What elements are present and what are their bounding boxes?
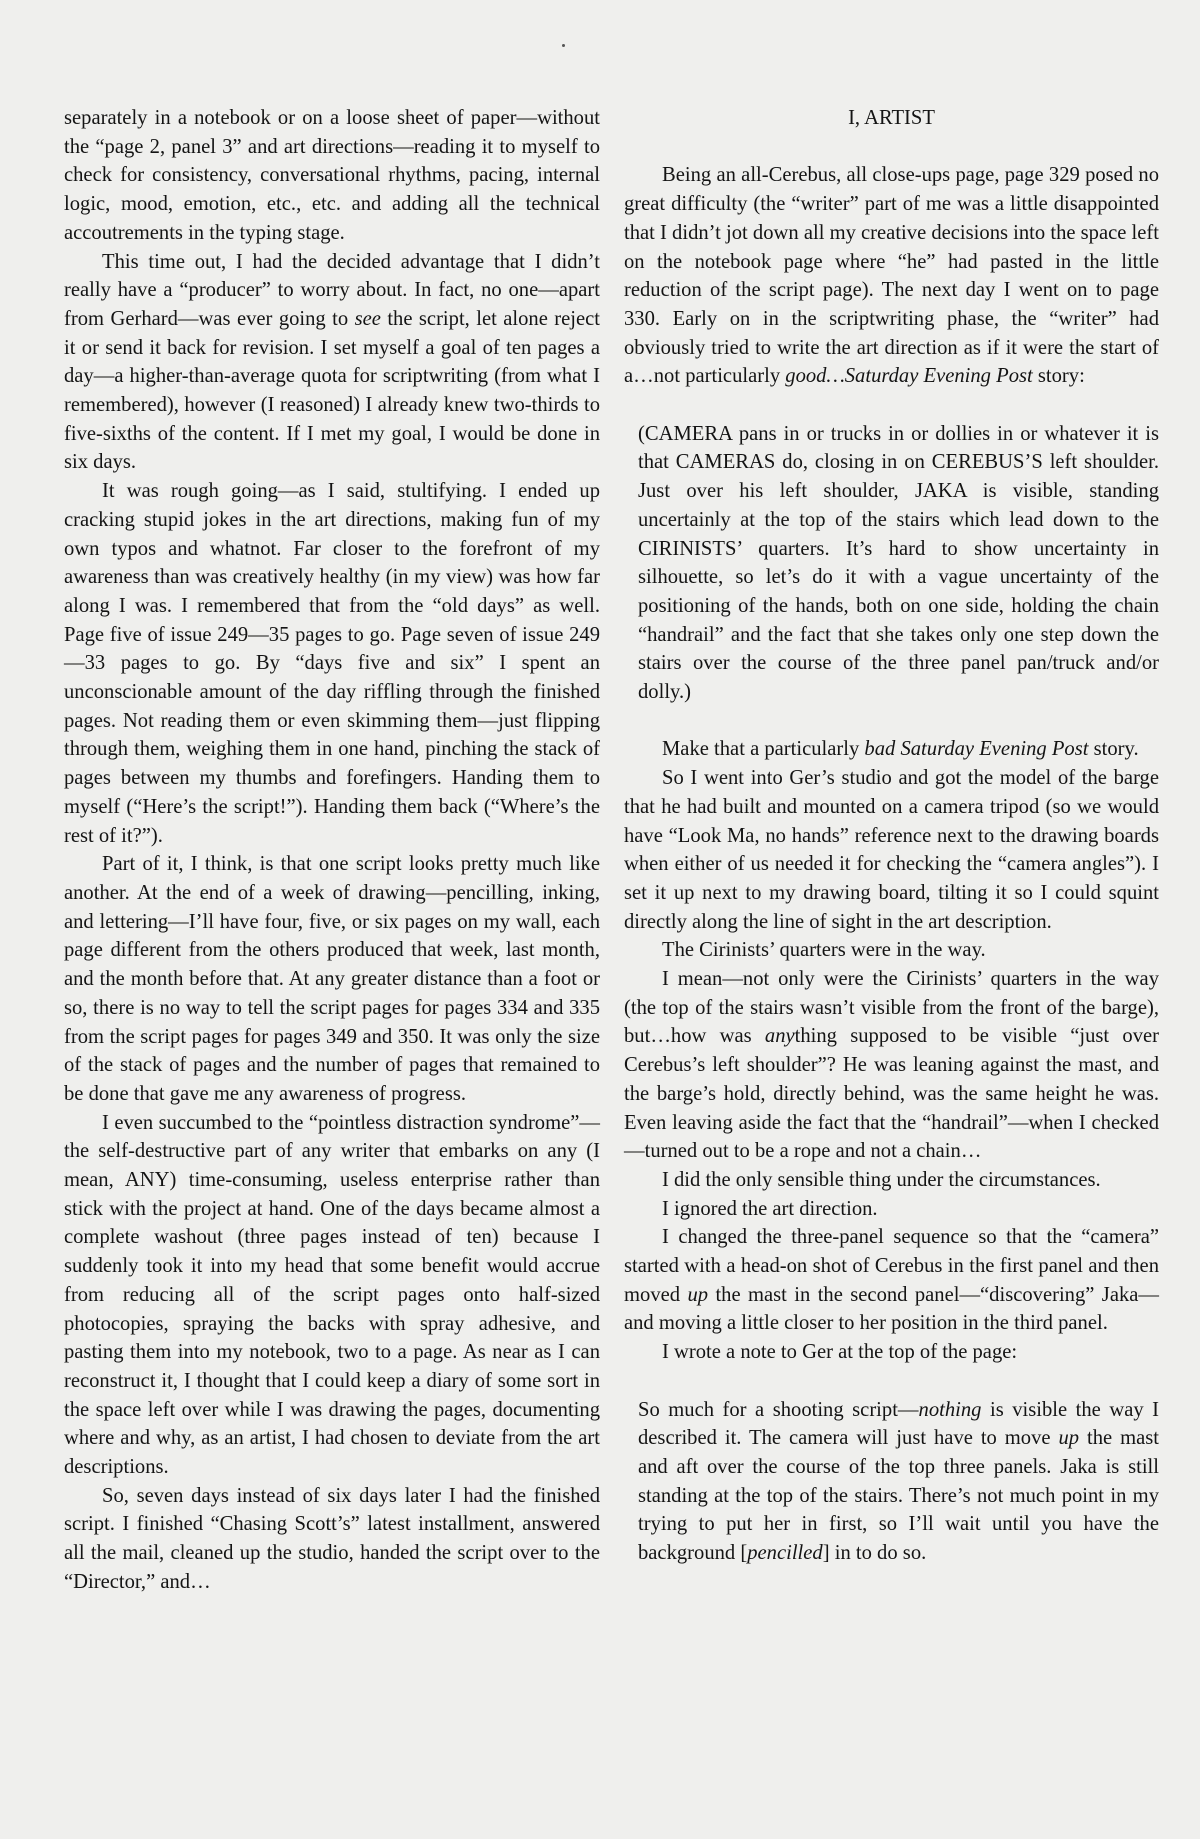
paragraph [624, 1166, 1159, 1195]
text-run: I ignored the art direction. [662, 1197, 878, 1220]
text-run: This time out, I had the decided advantage that I didn’t really have a “producer” to worry about. In fact, no one—apart from Gerhard—was ever going to [64, 250, 600, 330]
paragraph [64, 248, 600, 478]
text-run: story: [1032, 365, 1085, 388]
text-run: Part of it, I think, is that one script looks pretty much like another. At the end of a week of drawing—pencilling, inking, and lettering—I’ll have four, five, or six pages on my wall, each page different from the others produced that week, last month, and the month before that. At any greater distance than a foot or so, there is no way to tell the script pages for pages 334 and 335 from the script pages for pages 349 and 350. It was only the size of the stack of pages and the number of pages that remained to be done that gave me any awareness of progress. [64, 853, 600, 1105]
text-run: thing supposed to be visible “just over Cerebus’s left shoulder”? He was leaning against the mast, and the barge’s hold, directly behind, was the same height he was. Even leaving aside the fact that the “handrail”—when I checked—turned out to be a rope and not a chain… [624, 1025, 1159, 1163]
paragraph [624, 161, 1159, 391]
paragraph [624, 735, 1159, 764]
text-run: So much for a shooting script— [638, 1398, 919, 1421]
paragraph [624, 1195, 1159, 1224]
left-column [64, 104, 600, 1597]
italic-text: bad Saturday Evening Post [864, 738, 1089, 761]
text-run: story. [1088, 738, 1139, 761]
italic-text: any [764, 1025, 795, 1048]
paragraph [624, 1223, 1159, 1338]
text-run: Make that a particularly [662, 738, 865, 761]
text-run: ] in to do so. [822, 1542, 927, 1565]
text-run: I changed the three-panel sequence so that the “camera” started with a head-on shot of Cerebus in the first panel and then moved [624, 1226, 1159, 1306]
paragraph [64, 104, 600, 248]
text-run: I even succumbed to the “pointless distraction syndrome”—the self-destructive part of any writer that embarks on any (I mean, ANY) time-consuming, useless enterprise rather than stick with the project at hand. One of the days became almost a complete washout (three pages instead of ten) because I suddenly took it into my head that some benefit would accrue from reducing all of the script pages onto half-sized photocopies, spraying the backs with spray adhesive, and pasting them into my notebook, two to a page. As near as I can reconstruct it, I thought that I could keep a diary of some sort in the space left over while I was drawing the pages, documenting where and why, as an artist, I had chosen to deviate from the art descriptions. [64, 1111, 600, 1479]
italic-text: nothing [918, 1398, 982, 1421]
paragraph [64, 1109, 600, 1482]
quoted-script-block [638, 420, 1159, 707]
text-run: (CAMERA pans in or trucks in or dollies in or whatever it is that CAMERAS do, closing in on CEREBUS’S left shoulder. Just over his left shoulder, JAKA is visible, standing uncertainly at the top of the stairs which lead down to the CIRINISTS’ quarters. It’s hard to show uncertainty in silhouette, so let’s do it with a vague uncertainty of the positioning of the hands, both on one side, holding the chain “handrail” and the fact that she takes only one step down the stairs over the course of the three panel pan/truck and/or dolly.) [638, 422, 1159, 704]
text-run: Being an all-Cerebus, all close-ups page, page 329 posed no great difficulty (the “writer” part of me was a little disappointed that I didn’t jot down all my creative decisions into the space left on the notebook page where “he” had pasted in the little reduction of the script page). The next day I went on to page 330. Early on in the scriptwriting phase, the “writer” had obviously tried to write the art direction as if it were the start of a…not particularly [624, 164, 1159, 388]
text-run: The Cirinists’ quarters were in the way. [662, 939, 986, 962]
section-heading: I, ARTIST [848, 107, 935, 129]
text-run: is visible the way I described it. The camera will just have to move [638, 1398, 1159, 1450]
text-run: I wrote a note to Ger at the top of the page: [662, 1341, 1018, 1364]
italic-text: pencilled [747, 1542, 823, 1565]
text-run: It was rough going—as I said, stultifying. I ended up cracking stupid jokes in the art directions, making fun of my own typos and whatnot. Far closer to the forefront of my awareness than was creatively healthy (in my view) was how far along I was. I remembered that from the “old days” as well. Page five of issue 249—35 pages to go. Page seven of issue 249—33 pages to go. By “days five and six” I spent an unconscionable amount of the day riffling through the finished pages. Not reading them or even skimming them—just flipping through them, weighing them in one hand, pinching the stack of pages between my thumbs and forefingers. Handing them to myself (“Here’s the script!”). Handing them back (“Where’s the rest of it?”). [64, 480, 600, 847]
text-run: I mean—not only were the Cirinists’ quarters in the way (the top of the stairs wasn’t visible from the front of the barge), but…how was [624, 968, 1159, 1048]
quoted-script-block [638, 1396, 1159, 1568]
italic-text: good…Saturday Evening Post [785, 365, 1033, 388]
paragraph [624, 936, 1159, 965]
text-run: the mast in the second panel—“discovering” Jaka—and moving a little closer to her position in the third panel. [624, 1283, 1159, 1335]
paragraph [64, 1482, 600, 1597]
text-run: I did the only sensible thing under the circumstances. [662, 1168, 1101, 1191]
right-column [624, 104, 1159, 1596]
text-run: So, seven days instead of six days later I had the finished script. I finished “Chasing Scott’s” latest installment, answered all the mail, cleaned up the studio, handed the script over to the “Director,” and… [64, 1484, 600, 1593]
paragraph [624, 764, 1159, 936]
italic-text: up [687, 1283, 709, 1306]
paper-speck [562, 44, 565, 47]
paragraph [624, 1338, 1159, 1367]
paragraph [624, 965, 1159, 1166]
italic-text: up [1058, 1427, 1080, 1450]
text-run: the script, let alone reject it or send it back for revision. I set myself a goal of ten pages a day—a higher-than-average quota for scriptwriting (from what I remembered), however (I reasoned) I already knew two-thirds to five-sixths of the content. If I met my goal, I would be done in six days. [64, 307, 600, 474]
text-run: separately in a notebook or on a loose sheet of paper—without the “page 2, panel 3” and art directions—reading it to myself to check for consistency, conversational rhythms, pacing, internal logic, mood, emotion, etc., etc. and adding all the technical accoutrements in the typing stage. [64, 107, 600, 244]
text-run: So I went into Ger’s studio and got the model of the barge that he had built and mounted on a camera tripod (so we would have “Look Ma, no hands” reference next to the drawing boards when either of us needed it for checking the “camera angles”). I set it up next to my drawing board, tilting it so I could squint directly along the line of sight in the art description. [624, 767, 1159, 933]
italic-text: see [354, 307, 381, 330]
paragraph [64, 850, 600, 1108]
text-run: the mast and aft over the course of the top three panels. Jaka is still standing at the top of the stairs. There’s not much point in my trying to put her in first, so I’ll wait until you have the background [ [638, 1427, 1159, 1565]
paragraph [64, 477, 600, 850]
